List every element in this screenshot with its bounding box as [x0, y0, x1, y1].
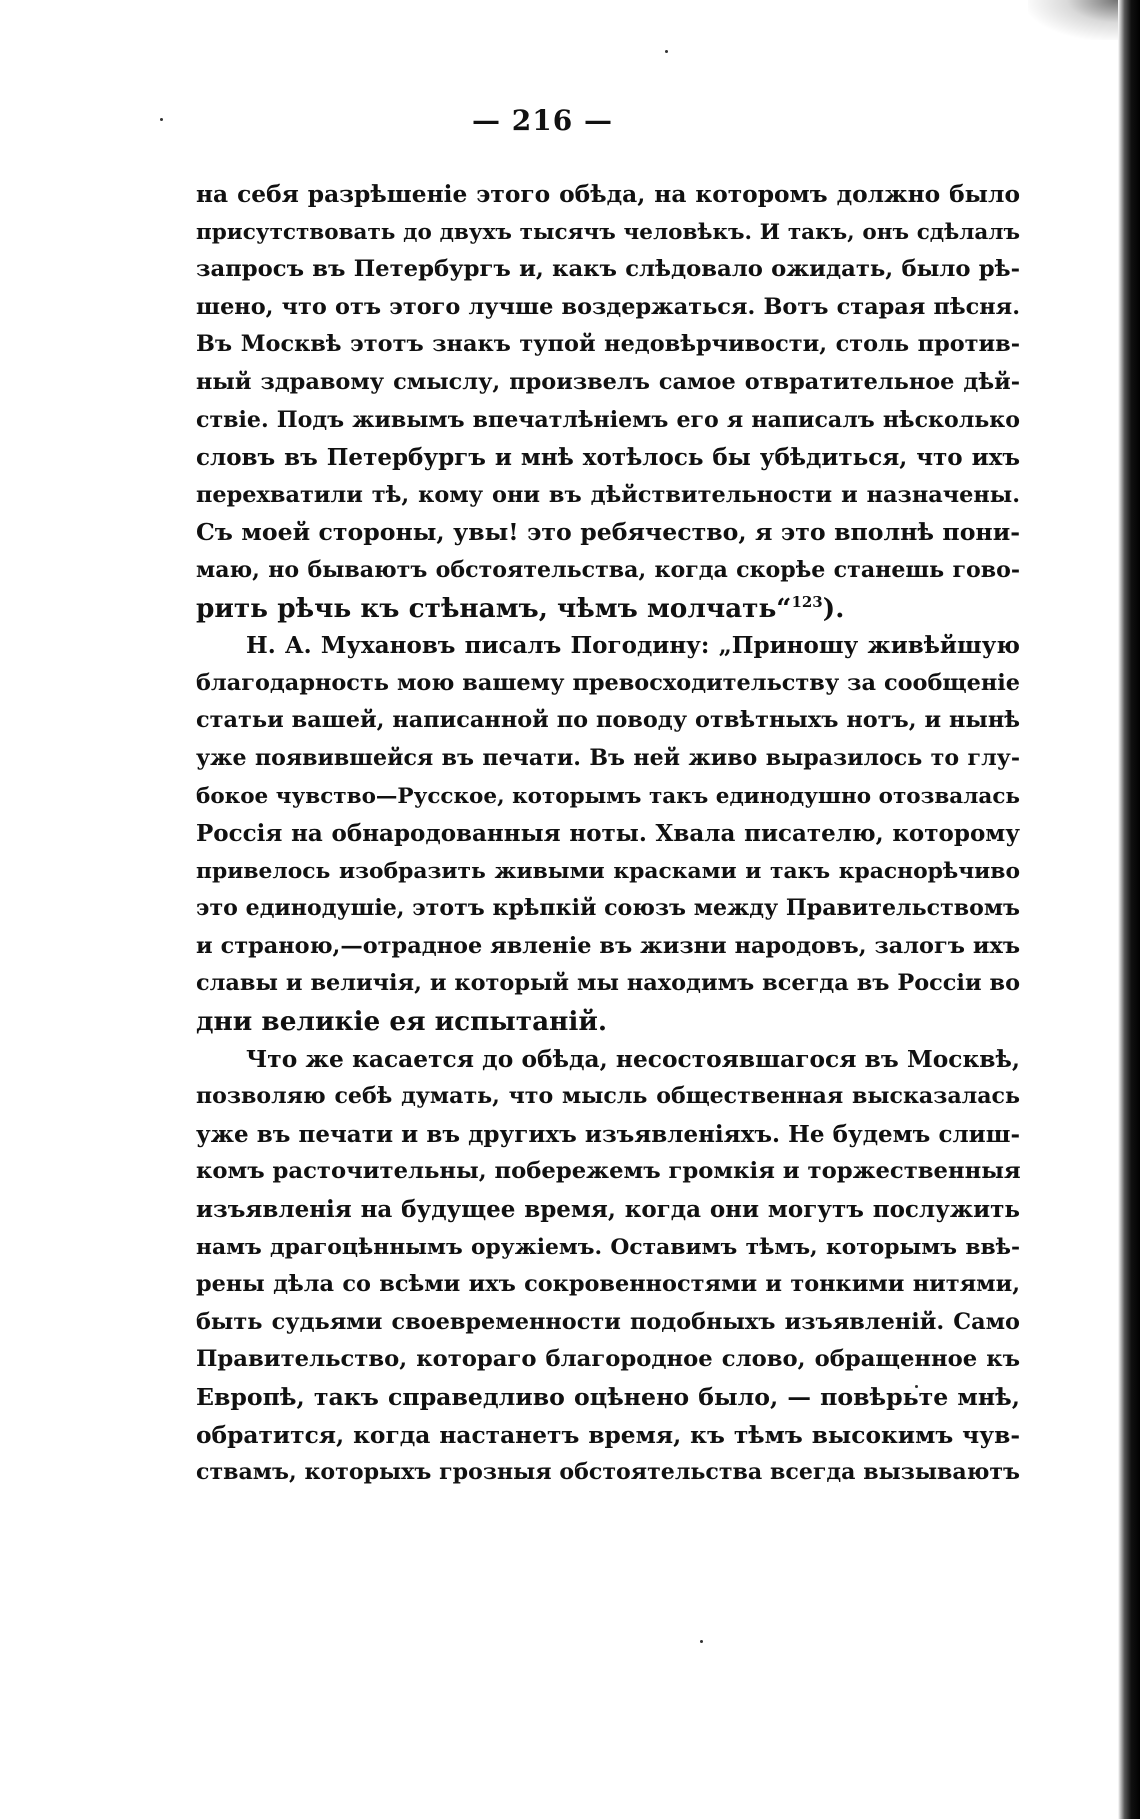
text-line: Съ моей стороны, увы! это ребячество, я это вполнѣ пони-	[196, 518, 1020, 547]
text-line: уже появившейся въ печати. Въ ней живо выразилось то глу-	[196, 744, 1020, 771]
text-line: ствамъ, которыхъ грозныя обстоятельства всегда вызываютъ	[196, 1459, 1020, 1486]
text-line: позволяю себѣ думать, что мысль общественная высказалась	[196, 1083, 1020, 1110]
scan-speck	[665, 50, 668, 53]
text-line: Россія на обнародованныя ноты. Хвала писателю, которому	[196, 820, 1020, 848]
text-line: присутствовать до двухъ тысячъ человѣкъ. И такъ, онъ сдѣлалъ	[196, 219, 1020, 245]
text-line: это единодушіе, этотъ крѣпкій союзъ между Правительствомъ	[196, 895, 1020, 922]
text-line: запросъ въ Петербургъ и, какъ слѣдовало ожидать, было рѣ-	[196, 256, 1020, 283]
text-line: комъ расточительны, побережемъ громкія и торжественныя	[196, 1158, 1021, 1185]
text-line: Въ Москвѣ этотъ знакъ тупой недовѣрчивости, столь против-	[196, 331, 1020, 358]
text-line: бокое чувство—Русское, которымъ такъ единодушно отозвалась	[196, 783, 1020, 809]
text-line-with-footnote	[196, 590, 1020, 628]
text-line: благодарность мою вашему превосходительству за сообщеніе	[196, 669, 1020, 696]
text-line: Европѣ, такъ справедливо оцѣнено было, — повѣрьте мнѣ,	[196, 1383, 1020, 1411]
text-line: намъ драгоцѣннымъ оружіемъ. Оставимъ тѣмъ, которымъ ввѣ-	[196, 1234, 1020, 1260]
text-line: привелось изобразить живыми красками и такъ краснорѣчиво	[196, 858, 1020, 884]
text-line: шено, что отъ этого лучше воздержаться. Вотъ старая пѣсня.	[196, 293, 1020, 320]
text-line: ный здравому смыслу, произвелъ самое отвратительное дѣй-	[196, 368, 1020, 395]
footnote-tail: ).	[822, 592, 845, 624]
paragraph-start: Что же касается до обѣда, несостоявшагося въ Москвѣ,	[246, 1045, 1020, 1073]
text-line: статьи вашей, написанной по поводу отвѣтныхъ нотъ, и нынѣ	[196, 707, 1020, 734]
text-line: уже въ печати и въ другихъ изъявленіяхъ. Не будемъ слиш-	[196, 1120, 1020, 1148]
text-line: перехватили тѣ, кому они въ дѣйствительности и назначены.	[196, 481, 1020, 508]
text-line: Правительство, котораго благородное слово, обращенное къ	[196, 1346, 1020, 1373]
body-text	[196, 176, 1020, 1492]
text-line: рить рѣчь къ стѣнамъ, чѣмъ молчать“	[196, 592, 792, 624]
footnote-reference: 123	[791, 592, 823, 611]
text-line: обратится, когда настанетъ время, къ тѣмъ высокимъ чув-	[196, 1421, 1020, 1449]
scan-speck	[700, 1640, 703, 1643]
text-line: ствіе. Подъ живымъ впечатлѣніемъ его я написалъ нѣсколько	[196, 406, 1020, 433]
text-line: рены дѣла со всѣми ихъ сокровенностями и тонкими нитями,	[196, 1271, 1020, 1298]
scan-corner-shadow	[1028, 0, 1118, 40]
text-line: и страною,—отрадное явленіе въ жизни народовъ, залогъ ихъ	[196, 932, 1020, 959]
text-line: на себя разрѣшеніе этого обѣда, на которомъ должно было	[196, 181, 1020, 208]
scan-edge-shadow	[1118, 0, 1140, 1819]
text-line: изъявленія на будущее время, когда они могутъ послужить	[196, 1196, 1020, 1224]
text-line: маю, но бываютъ обстоятельства, когда скорѣе станешь гово-	[196, 556, 1020, 583]
paragraph-start: Н. А. Мухановъ писалъ Погодину: „Приношу живѣйшую	[246, 632, 1020, 660]
text-line: быть судьями своевременности подобныхъ изъявленій. Само	[196, 1308, 1020, 1335]
text-line: славы и величія, и который мы находимъ всегда въ Россіи во	[196, 970, 1020, 997]
text-line: дни великіе ея испытаній.	[196, 1006, 608, 1038]
text-line: словъ въ Петербургъ и мнѣ хотѣлось бы убѣдиться, что ихъ	[196, 444, 1020, 472]
page-number: — 216 —	[472, 104, 613, 137]
